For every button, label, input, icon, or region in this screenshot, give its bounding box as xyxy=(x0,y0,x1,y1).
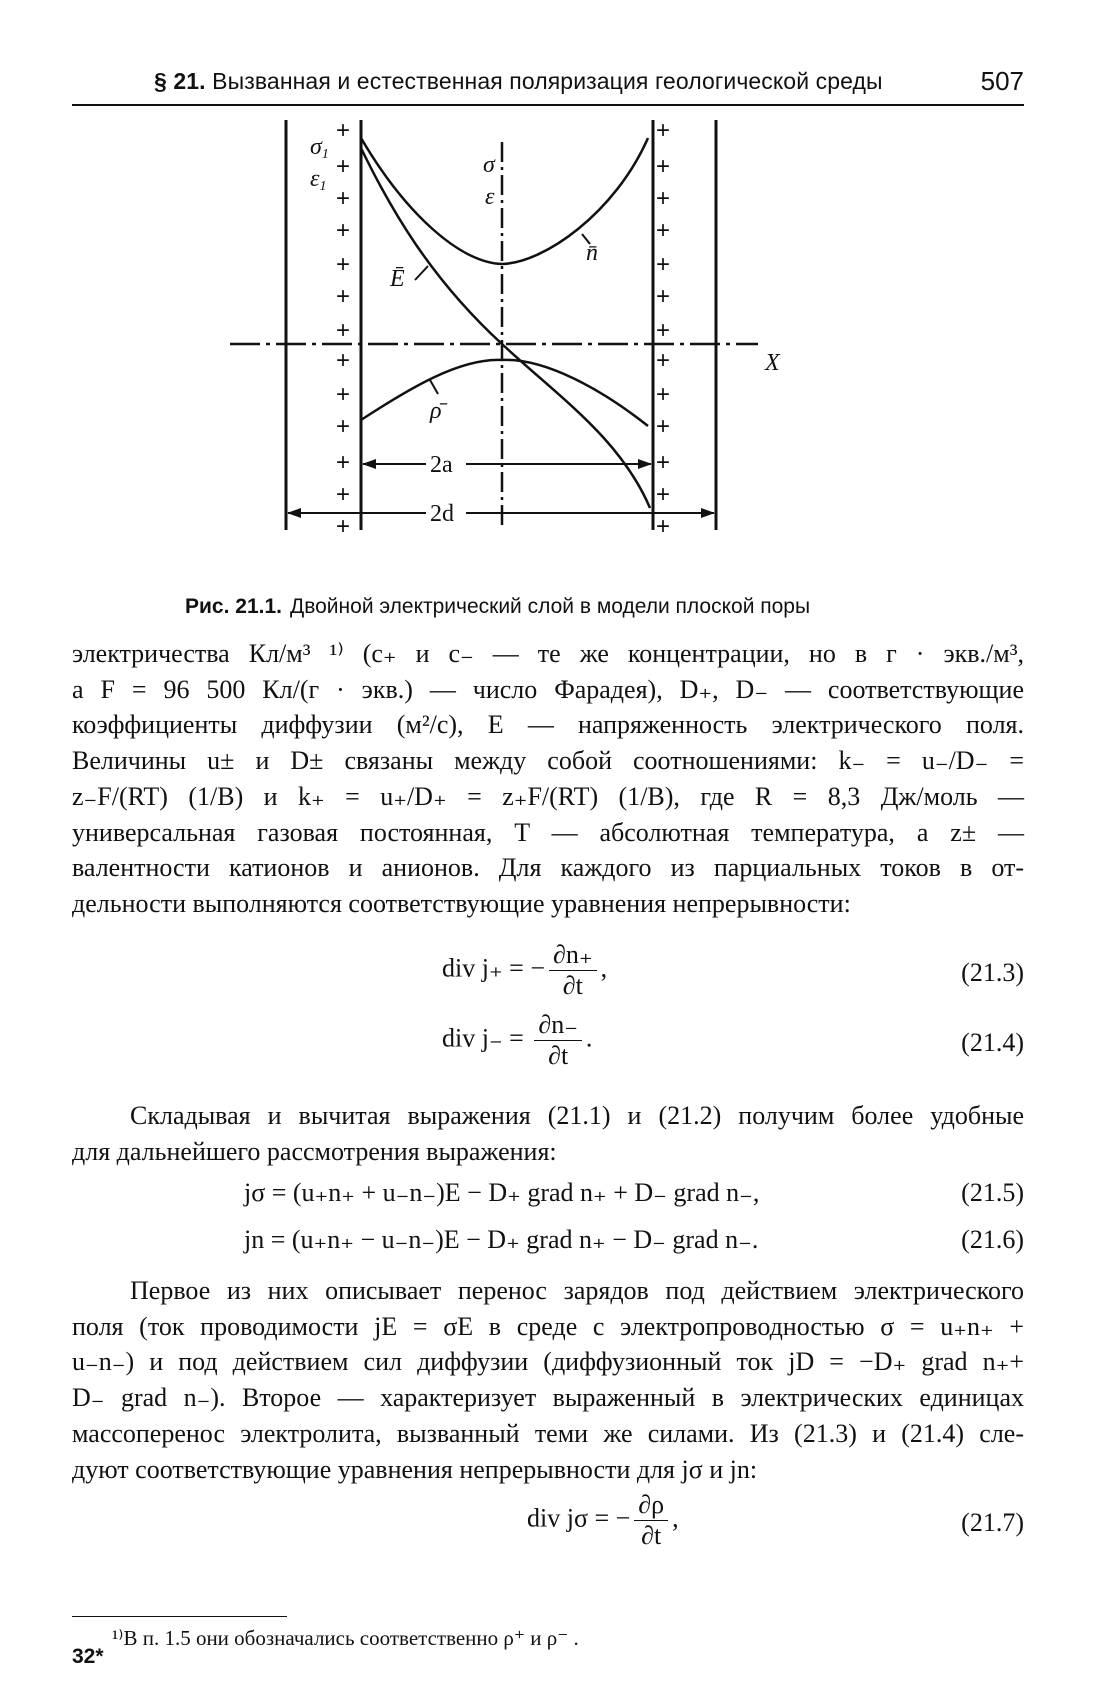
label-E-bar: Ē xyxy=(390,266,405,292)
text-line: а F = 96 500 Кл/(г · экв.) — число Фарадея), D₊, D₋ — соответствующие xyxy=(72,674,1024,704)
paragraph-2 xyxy=(72,1098,1024,1169)
running-header xyxy=(72,64,1024,106)
eq-body: jσ = (u₊n₊ + u₋n₋)E − D₊ grad n₊ + D₋ grad n₋, xyxy=(244,1178,760,1207)
plus-sign-right: + xyxy=(656,185,671,212)
eq-number: (21.6) xyxy=(961,1225,1024,1254)
figure-double-layer xyxy=(230,118,810,578)
caption-number: Рис. 21.1. xyxy=(185,595,282,618)
footnote: ¹⁾В п. 1.5 они обозначались соответственно ρ⁺ и ρ⁻ . xyxy=(112,1626,579,1650)
leader-rho xyxy=(430,380,438,394)
curve-rho-bar xyxy=(361,360,648,426)
text-line: массоперенос электролита, вызванный теми же силами. Из (21.3) и (21.4) сле- xyxy=(72,1418,1024,1448)
plus-sign-right: + xyxy=(656,347,671,374)
plus-sign-left: + xyxy=(336,381,351,408)
equation-21-6 xyxy=(72,1225,1024,1263)
footnote-rule xyxy=(72,1616,287,1617)
text-line: валентности катионов и анионов. Для каждого из парциальных токов в от- xyxy=(72,853,1024,883)
plus-sign-right: + xyxy=(656,381,671,408)
text-line: коэффициенты диффузии (м²/с), E — напряженность электрического поля. xyxy=(72,710,1024,740)
eq-body: jn = (u₊n₊ − u₋n₋)E − D₊ grad n₊ − D₋ grad n₋. xyxy=(244,1225,759,1254)
plus-sign-right: + xyxy=(656,513,671,540)
plus-sign-left: + xyxy=(336,217,351,244)
figure-caption xyxy=(185,595,810,619)
label-X: X xyxy=(765,350,780,376)
plus-sign-right: + xyxy=(656,449,671,476)
plus-sign-left: + xyxy=(336,481,351,508)
text-line: z₋F/(RT) (1/В) и k₊ = u₊/D₊ = z₊F/(RT) (1/В), где R = 8,3 Дж/моль — xyxy=(72,781,1024,811)
equation-21-4: div j₋ = $\frac{\partial n_-}{\partial t}$ . (21.4) xyxy=(442,1010,1024,1070)
plus-sign-left: + xyxy=(336,413,351,440)
text-line: универсальная газовая постоянная, T — абсолютная температура, а z± — xyxy=(72,817,1024,847)
eq-lhs: div j₊ = − xyxy=(442,953,545,983)
text-line: Первое из них описывает перенос зарядов под действием электрического xyxy=(130,1276,1024,1305)
plus-sign-left: + xyxy=(336,347,351,374)
eq-fraction: $\frac{\partial\rho}{\partial t}$ xyxy=(634,1490,668,1551)
label-n-bar: n̄ xyxy=(586,240,598,266)
section-title: Вызванная и естественная поляризация геологической среды xyxy=(212,68,883,94)
section-number: § 21. xyxy=(154,68,206,94)
caption-text: Двойной электрический слой в модели плоской поры xyxy=(289,595,811,618)
label-sigma1: σ1 xyxy=(310,134,329,162)
eq-lhs: div j₋ = xyxy=(442,1023,531,1053)
text-line: D₋ grad n₋). Второе — характеризует выраженный в электрических единицах xyxy=(72,1383,1024,1413)
equation-21-7: div jσ = − $\frac{\partial\rho}{\partial t}$ , (21.7) xyxy=(527,1490,1024,1550)
text-line: электричества Кл/м³ ¹⁾ (c₊ и c₋ — те же концентрации, но в г · экв./м³, xyxy=(72,639,1024,668)
plus-sign-right: + xyxy=(656,217,671,244)
text-line: u₋n₋) и под действием сил диффузии (диффузионный ток jD = −D₊ grad n₊+ xyxy=(72,1347,1024,1377)
label-rho-bar: ρ̄ xyxy=(430,398,442,424)
plus-sign-left: + xyxy=(336,118,351,144)
plus-sign-right: + xyxy=(656,251,671,278)
plus-sign-left: + xyxy=(336,283,351,310)
plus-sign-right: + xyxy=(656,153,671,180)
plus-sign-left: + xyxy=(336,317,351,344)
label-eps1: ε1 xyxy=(310,166,327,194)
text-line: поля (ток проводимости jE = σE в среде с электропроводностью σ = u₊n₊ + xyxy=(72,1311,1024,1341)
text-line: дуют соответствующие уравнения непрерывности для jσ и jn: xyxy=(72,1454,758,1484)
eq-number: (21.4) xyxy=(961,1028,1024,1057)
paragraph-1 xyxy=(72,636,1024,922)
paragraph-3 xyxy=(72,1273,1024,1487)
plus-sign-left: + xyxy=(336,185,351,212)
text-line: для дальнейшего рассмотрения выражения: xyxy=(72,1136,557,1166)
plus-sign-right: + xyxy=(656,413,671,440)
plus-sign-right: + xyxy=(656,283,671,310)
text-line: Величины u± и D± связаны между собой соотношениями: k₋ = u₋/D₋ = xyxy=(72,746,1024,776)
plus-sign-left: + xyxy=(336,251,351,278)
text-line: Складывая и вычитая выражения (21.1) и (21.2) получим более удобные xyxy=(130,1101,1024,1130)
label-eps: ε xyxy=(485,184,495,210)
plus-sign-left: + xyxy=(336,449,351,476)
label-2d: 2d xyxy=(430,501,454,527)
plus-sign-right: + xyxy=(656,317,671,344)
eq-fraction: $\frac{\partial n_-}{\partial t}$ xyxy=(534,1010,582,1071)
eq-number: (21.5) xyxy=(961,1178,1024,1207)
eq-lhs: div jσ = − xyxy=(527,1503,631,1533)
text-line: дельности выполняются соответствующие уравнения непрерывности: xyxy=(72,888,851,918)
header-title xyxy=(154,68,883,95)
plus-sign-left: + xyxy=(336,153,351,180)
eq-fraction: $\frac{\partial n_+}{\partial t}$ xyxy=(549,940,597,1001)
label-2a: 2a xyxy=(430,452,453,478)
curve-n-bar xyxy=(361,138,648,264)
label-sigma: σ xyxy=(483,152,495,178)
plus-sign-left: + xyxy=(336,513,351,540)
eq-number: (21.3) xyxy=(961,958,1024,987)
plus-sign-right: + xyxy=(656,118,671,144)
leader-E xyxy=(415,266,428,280)
equation-21-3: div j₊ = − $\frac{\partial n_+}{\partial t}$ , (21.3) xyxy=(442,940,1024,1000)
plus-sign-right: + xyxy=(656,481,671,508)
signature-mark: 32* xyxy=(72,1645,104,1668)
equation-21-5 xyxy=(72,1178,1024,1216)
eq-number: (21.7) xyxy=(961,1508,1024,1537)
page-number: 507 xyxy=(980,66,1024,96)
